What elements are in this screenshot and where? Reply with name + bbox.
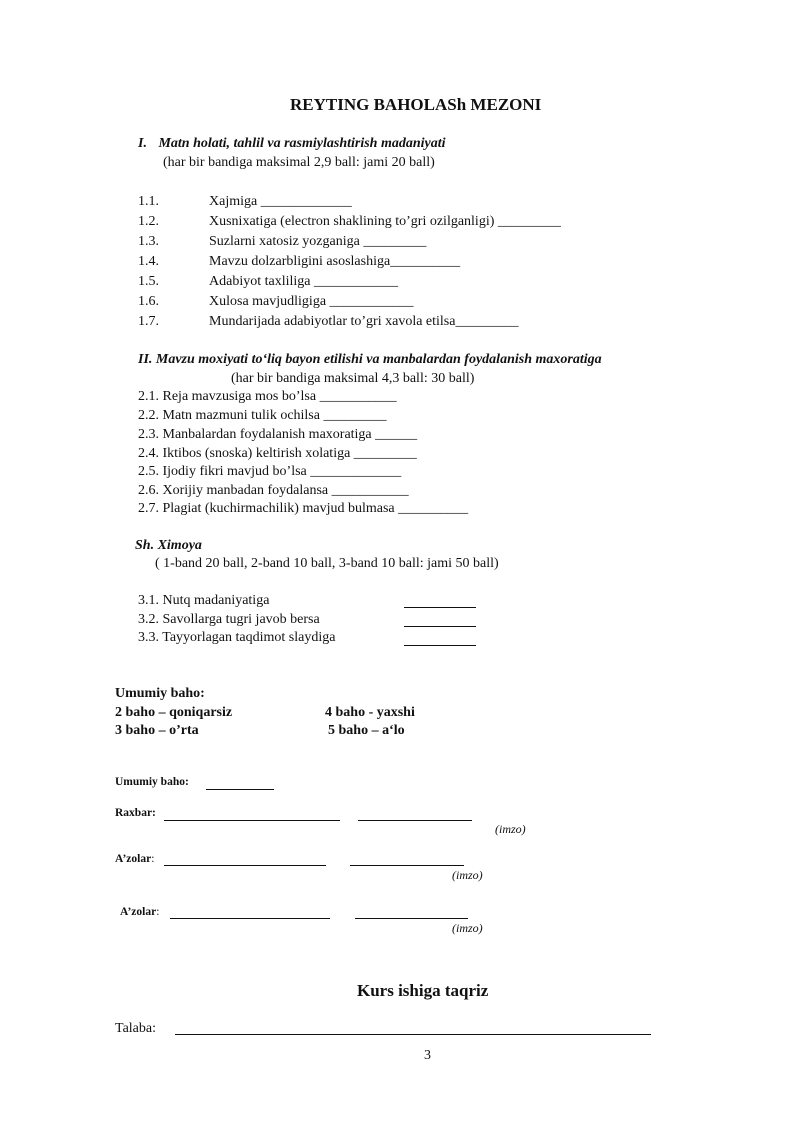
page-number: 3 — [424, 1048, 431, 1063]
criterion-row: 3.3. Tayyorlagan taqdimot slaydiga — [138, 630, 336, 645]
criterion-row: 1.4. Mavzu dolzarbligini asoslashiga__________ — [138, 254, 461, 269]
section1-heading — [138, 136, 446, 152]
signature-caption: (imzo) — [495, 822, 526, 836]
grade-2: 2 baho – qoniqarsiz — [115, 705, 233, 720]
criterion-row: 1.1. Xajmiga _____________ — [138, 194, 352, 209]
criterion-row: 1.5. Adabiyot taxliliga ____________ — [138, 274, 398, 289]
member-label: A’zolar: — [120, 906, 160, 918]
supervisor-label: Raxbar: — [115, 807, 156, 819]
member-label: A’zolar: — [115, 853, 155, 865]
criterion-row: 1.7. Mundarijada adabiyotlar to’gri xavola etilsa_________ — [138, 314, 519, 329]
criterion-row: 2.3. Manbalardan foydalanish maxoratiga ______ — [138, 427, 418, 442]
criterion-row: 1.3. Suzlarni xatosiz yozganiga _________ — [138, 234, 427, 249]
member-name-line — [164, 865, 326, 866]
grade-4: 4 baho - yaxshi — [325, 705, 415, 720]
overall-grade-blank — [206, 789, 274, 790]
section1-heading-text: Matn holati, tahlil va rasmiylashtirish madaniyati — [158, 136, 446, 151]
criterion-row: 3.2. Savollarga tugri javob bersa — [138, 612, 320, 627]
review-heading: Kurs ishiga taqriz — [357, 981, 489, 1000]
member-name-line — [170, 918, 330, 919]
section2-note: (har bir bandiga maksimal 4,3 ball: 30 ball) — [231, 371, 475, 386]
grade-3: 3 baho – o’rta — [115, 723, 199, 738]
criterion-row: 2.6. Xorijiy manbadan foydalansa ___________ — [138, 483, 409, 498]
signature-caption: (imzo) — [452, 921, 483, 935]
section2-heading: II. Mavzu moxiyati to‘liq bayon etilishi va manbalardan foydalanish maxoratiga — [138, 352, 602, 367]
grades-heading: Umumiy baho: — [115, 686, 205, 701]
criterion-row: 2.4. Iktibos (snoska) keltirish xolatiga _________ — [138, 446, 417, 461]
criterion-row: 3.1. Nutq madaniyatiga — [138, 593, 270, 608]
student-name-line — [175, 1034, 651, 1035]
score-blank — [404, 607, 476, 608]
section1-note: (har bir bandiga maksimal 2,9 ball: jami 20 ball) — [163, 155, 435, 170]
score-blank — [404, 626, 476, 627]
grade-5: 5 baho – a‘lo — [328, 723, 405, 738]
page-title: REYTING BAHOLASh MEZONI — [290, 95, 542, 114]
score-blank — [404, 645, 476, 646]
overall-grade-label: Umumiy baho: — [115, 776, 189, 788]
criterion-row: 1.2. Xusnixatiga (electron shaklining to’gri ozilganligi) _________ — [138, 214, 561, 229]
signature-caption: (imzo) — [452, 868, 483, 882]
criterion-row: 2.5. Ijodiy fikri mavjud bo’lsa _____________ — [138, 464, 402, 479]
section1-heading-num: I. — [138, 136, 147, 151]
criterion-row: 1.6. Xulosa mavjudligiga ____________ — [138, 294, 414, 309]
supervisor-signature-line — [358, 820, 472, 821]
section3-note: ( 1-band 20 ball, 2-band 10 ball, 3-band 10 ball: jami 50 ball) — [155, 556, 499, 571]
supervisor-name-line — [164, 820, 340, 821]
member-signature-line — [350, 865, 464, 866]
section3-heading: Sh. Ximoya — [135, 538, 202, 553]
criterion-row: 2.7. Plagiat (kuchirmachilik) mavjud bulmasa __________ — [138, 501, 469, 516]
criterion-row: 2.1. Reja mavzusiga mos bo’lsa ___________ — [138, 389, 397, 404]
member-signature-line — [355, 918, 468, 919]
criterion-row: 2.2. Matn mazmuni tulik ochilsa _________ — [138, 408, 387, 423]
student-label: Talaba: — [115, 1021, 156, 1036]
